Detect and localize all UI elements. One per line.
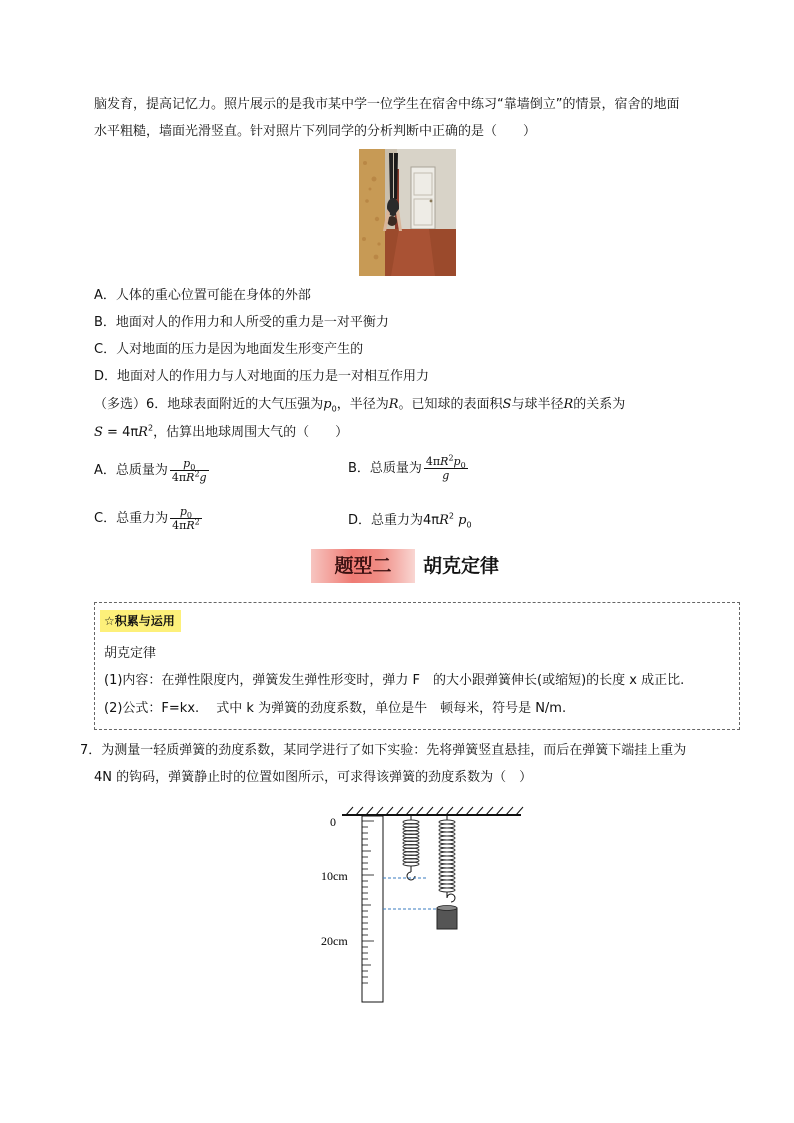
knowledge-tag: ☆积累与运用 — [100, 610, 181, 632]
q7-stem-line2: 4N 的钩码，弹簧静止时的位置如图所示，可求得该弹簧的劲度系数为（ ） — [94, 770, 533, 785]
section-tag: 题型二 — [334, 555, 392, 577]
q5-stem-line2: 水平粗糙，墙面光滑竖直。针对照片下列同学的分析判断中正确的是（ ） — [94, 124, 537, 139]
star-icon: ☆ — [104, 614, 115, 628]
q5-option-a[interactable]: A．人体的重心位置可能在身体的外部 — [94, 288, 311, 303]
q6-option-a[interactable]: A．总质量为 $\frac{p_0}{4\pi R^2g}$ — [94, 457, 207, 484]
q6-stem-line2: $S = 4\pi R^2$，估算出地球周围大气的（ ） — [94, 423, 349, 440]
q6-option-c[interactable]: C．总重力为 $\frac{p_0}{4\pi R^2}$ — [94, 505, 200, 532]
q6-option-d[interactable]: D．总重力为$4\pi R^2$ $p_0$ — [348, 511, 472, 530]
q5-option-d[interactable]: D．地面对人的作用力与人对地面的压力是一对相互作用力 — [94, 369, 430, 384]
q6-stem-line1: （多选）6．地球表面附近的大气压强为$p_0$，半径为R。已知球的表面积S与球半径R的关系为 — [94, 397, 626, 414]
knowledge-point-2: (2)公式：F=kx. 式中 k 为弹簧的劲度系数，单位是牛 顿每米，符号是 N/m. — [104, 701, 567, 716]
q5-option-b[interactable]: B．地面对人的作用力和人所受的重力是一对平衡力 — [94, 315, 389, 330]
knowledge-heading: 胡克定律 — [104, 646, 157, 661]
q5-option-c[interactable]: C．人对地面的压力是因为地面发生形变产生的 — [94, 342, 364, 357]
q5-stem-line1: 脑发育，提高记忆力。照片展示的是我市某中学一位学生在宿舍中练习“靠墙倒立”的情景，宿舍的地面 — [94, 97, 680, 112]
handstand-photo — [359, 149, 456, 276]
q6-option-b[interactable]: B．总质量为 $\frac{4\pi R^2p_0}{g}$ — [348, 453, 466, 482]
ruler-label-10cm: 10cm — [321, 869, 348, 883]
q7-stem-line1: 7．为测量一轻质弹簧的劲度系数，某同学进行了如下实验：先将弹簧竖直悬挂，而后在弹簧下端挂上重为 — [80, 743, 687, 758]
section-title: 胡克定律 — [423, 555, 500, 577]
ruler-label-0: 0 — [330, 815, 336, 829]
ruler-label-20cm: 20cm — [321, 934, 348, 948]
spring-ruler-diagram — [316, 800, 526, 1008]
section-banner — [311, 549, 415, 583]
knowledge-point-1: (1)内容：在弹性限度内，弹簧发生弹性形变时，弹力 F 的大小跟弹簧伸长(或缩短)的长度 x 成正比. — [104, 673, 685, 688]
